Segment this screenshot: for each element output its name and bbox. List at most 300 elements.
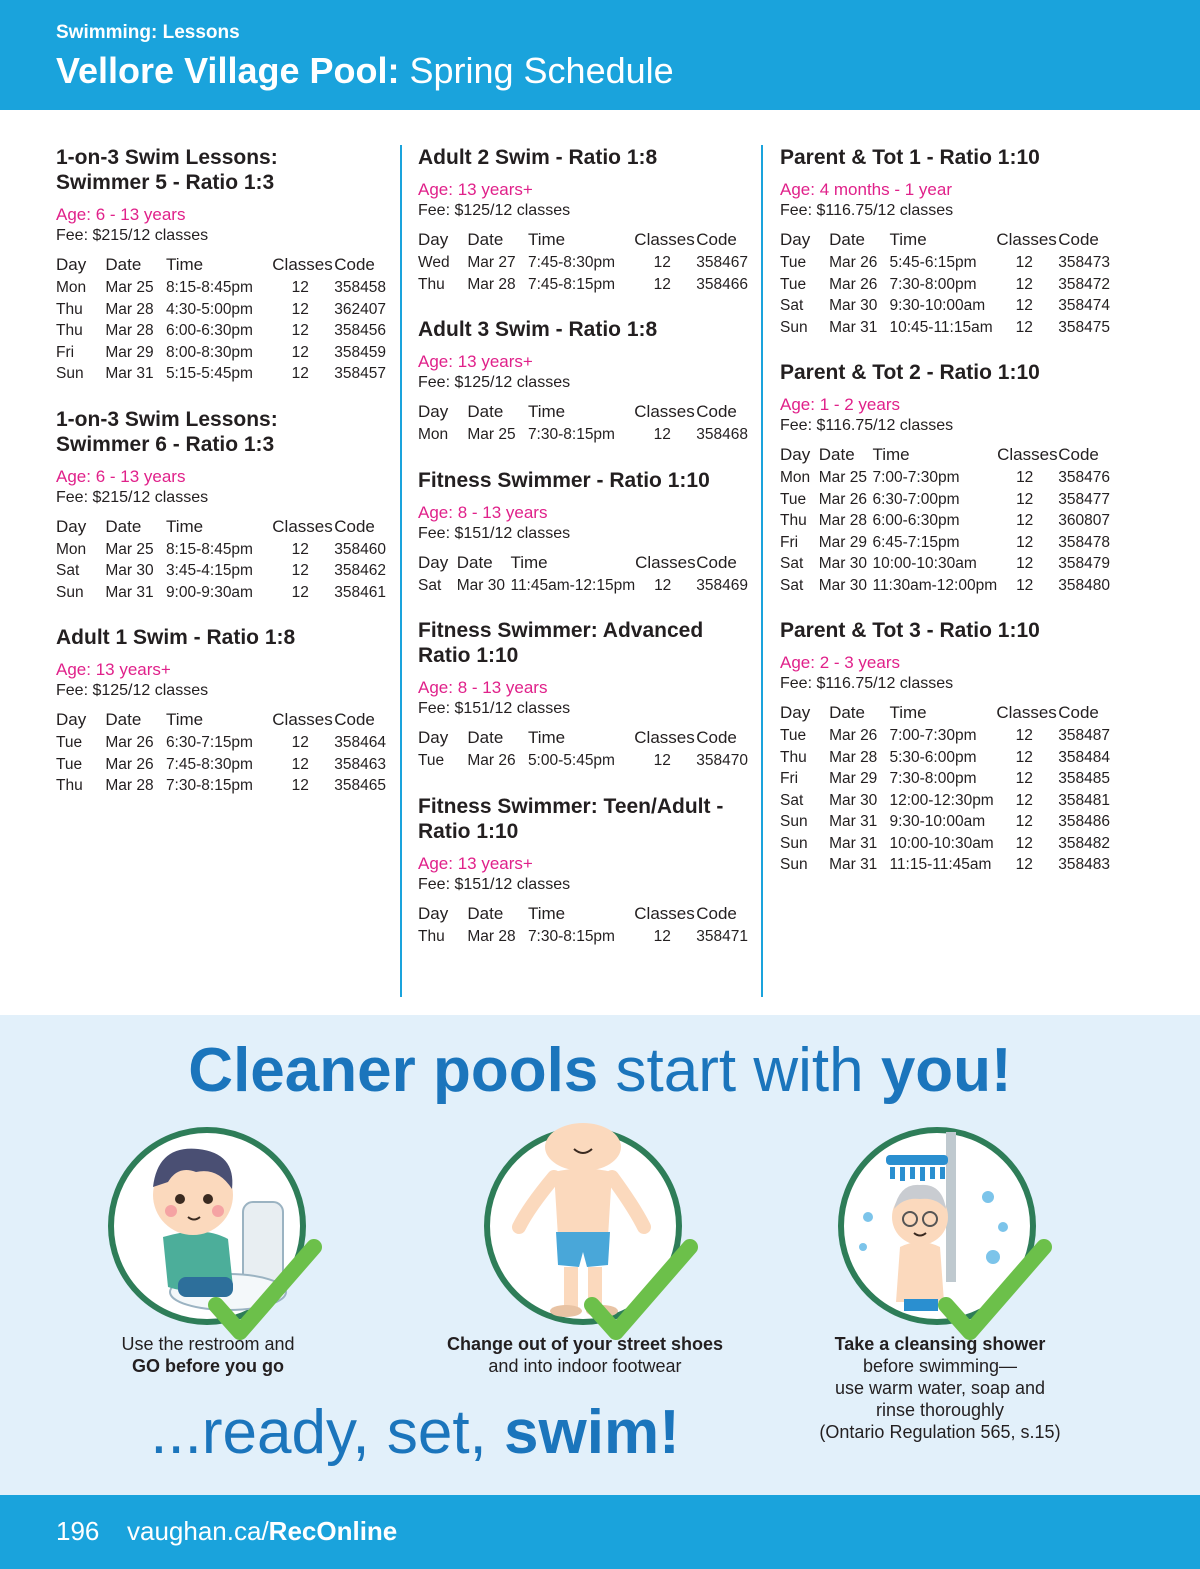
cell-time: 8:15-8:45pm xyxy=(165,540,253,558)
class-listing xyxy=(780,145,1125,338)
cell-classes: 12 xyxy=(1015,748,1033,766)
column-header-classes: Classes xyxy=(272,710,333,729)
column-header-day: Day xyxy=(418,402,449,421)
cell-time: 12:00-12:30pm xyxy=(889,791,994,809)
cell-code: 358469 xyxy=(696,576,748,594)
tagline-pre: ...ready, set, xyxy=(150,1398,487,1467)
tip-restroom-line2: GO before you go xyxy=(131,1356,284,1376)
column-header-code: Code xyxy=(334,516,375,536)
cell-date: Mar 26 xyxy=(829,275,878,293)
cell-day: Sun xyxy=(780,856,808,873)
cell-date: Mar 28 xyxy=(467,927,516,945)
cell-code: 358473 xyxy=(1058,254,1110,271)
cell-time: 11:15-11:45am xyxy=(889,856,992,873)
cell-classes: 12 xyxy=(653,254,671,271)
cell-classes: 12 xyxy=(1015,813,1033,830)
column-header-day: Day xyxy=(780,230,811,249)
column-header-date: Date xyxy=(467,230,504,249)
cell-classes: 12 xyxy=(1015,275,1033,293)
table-header-row xyxy=(56,253,386,277)
promo-headline xyxy=(0,1035,1200,1106)
age-range: Age: 6 - 13 years xyxy=(56,205,186,224)
fee: Fee: $125/12 classes xyxy=(418,202,571,219)
class-title: Adult 3 Swim - Ratio 1:8 xyxy=(418,318,658,341)
cell-date: Mar 28 xyxy=(105,300,154,318)
cell-code: 358480 xyxy=(1058,576,1110,594)
table-row xyxy=(56,277,386,299)
cell-date: Mar 29 xyxy=(829,770,878,787)
class-listing xyxy=(780,360,1125,596)
cell-time: 5:45-6:15pm xyxy=(889,254,977,271)
class-listing xyxy=(56,407,401,604)
cell-date: Mar 30 xyxy=(829,297,878,314)
cell-day: Tue xyxy=(56,755,83,773)
cell-classes: 12 xyxy=(1015,856,1033,873)
cell-code: 358484 xyxy=(1058,748,1110,766)
cell-day: Tue xyxy=(780,490,807,508)
column-header-code: Code xyxy=(696,552,737,572)
cell-date: Mar 30 xyxy=(818,576,867,594)
cell-code: 358457 xyxy=(334,365,386,382)
table-header-row xyxy=(56,515,386,539)
cell-code: 358461 xyxy=(334,583,386,601)
footwear-icon xyxy=(484,1127,684,1327)
cell-time: 7:30-8:15pm xyxy=(165,777,253,794)
cell-time: 11:45am-12:15pm xyxy=(510,576,636,594)
table-row xyxy=(56,775,386,797)
class-listing xyxy=(56,145,401,385)
page-title-rest: Spring Schedule xyxy=(409,50,674,91)
schedule-table xyxy=(780,701,1110,876)
cell-code: 358459 xyxy=(334,343,386,361)
cell-code: 358463 xyxy=(334,755,386,773)
cell-date: Mar 26 xyxy=(105,734,154,751)
schedule-table xyxy=(418,551,748,597)
cell-day: Sat xyxy=(780,297,804,314)
class-title: Fitness Swimmer - Ratio 1:10 xyxy=(418,468,710,492)
fee: Fee: $151/12 classes xyxy=(418,875,571,893)
schedule-table xyxy=(418,726,748,772)
column-header-time: Time xyxy=(527,728,566,747)
cell-day: Fri xyxy=(780,770,799,787)
ready-set-swim-tagline xyxy=(0,1397,830,1468)
cell-date: Mar 29 xyxy=(105,343,154,361)
page-title-bold: Vellore Village Pool: xyxy=(56,50,400,91)
column-header-time: Time xyxy=(872,445,910,464)
column-header-classes: Classes xyxy=(634,230,695,249)
column-header-code: Code xyxy=(1058,230,1099,249)
cell-classes: 12 xyxy=(291,777,309,794)
fee: Fee: $125/12 classes xyxy=(418,374,571,391)
class-listing xyxy=(418,145,763,295)
cell-day: Sun xyxy=(780,834,808,852)
cell-classes: 12 xyxy=(1015,297,1033,314)
cell-code: 362407 xyxy=(334,300,386,318)
cell-time: 7:45-8:15pm xyxy=(527,275,615,293)
cell-classes: 12 xyxy=(1016,490,1034,508)
class-listing xyxy=(418,468,763,597)
column-header-day: Day xyxy=(780,703,811,722)
class-title: 1-on-3 Swim Lessons: Swimmer 6 - Ratio 1:3 xyxy=(56,407,278,456)
table-row xyxy=(56,342,386,364)
cell-classes: 12 xyxy=(653,927,671,945)
column-divider xyxy=(761,145,763,997)
url-bold: RecOnline xyxy=(268,1516,398,1546)
cell-time: 3:45-4:15pm xyxy=(165,562,253,579)
age-range: Age: 8 - 13 years xyxy=(418,502,548,522)
cell-code: 358465 xyxy=(334,777,386,794)
cell-date: Mar 28 xyxy=(818,512,867,529)
promo-headline-bold-1: Cleaner pools xyxy=(188,1036,599,1105)
table-header-row xyxy=(418,902,748,926)
cell-date: Mar 26 xyxy=(829,727,878,744)
column-header-classes: Classes xyxy=(997,445,1058,464)
cell-day: Sun xyxy=(56,583,84,601)
column-header-time: Time xyxy=(165,710,204,729)
table-row xyxy=(780,295,1110,317)
cell-code: 358458 xyxy=(334,279,386,296)
cell-classes: 12 xyxy=(1015,727,1033,744)
cell-classes: 12 xyxy=(291,755,309,773)
cell-time: 7:30-8:15pm xyxy=(527,927,615,945)
column-header-time: Time xyxy=(527,903,566,923)
class-title: Fitness Swimmer: Advanced Ratio 1:10 xyxy=(418,619,704,667)
cell-day: Sun xyxy=(780,318,808,336)
cell-classes: 12 xyxy=(653,426,671,443)
class-listing xyxy=(418,618,763,772)
cell-classes: 12 xyxy=(1015,791,1033,809)
age-range: Age: 13 years+ xyxy=(418,352,533,371)
column-header-code: Code xyxy=(334,255,375,274)
column-header-classes: Classes xyxy=(634,903,695,923)
cell-date: Mar 25 xyxy=(105,540,154,558)
age-range: Age: 4 months - 1 year xyxy=(780,180,952,199)
cell-day: Thu xyxy=(780,512,807,529)
schedule-table xyxy=(418,400,748,446)
column-header-day: Day xyxy=(418,728,449,747)
table-row xyxy=(780,274,1110,296)
cell-time: 9:00-9:30am xyxy=(165,583,253,601)
cell-day: Sat xyxy=(56,562,80,579)
cell-time: 5:30-6:00pm xyxy=(889,748,977,766)
cell-classes: 12 xyxy=(1016,512,1034,529)
column-header-code: Code xyxy=(334,710,375,729)
column-header-date: Date xyxy=(105,710,142,729)
cell-day: Tue xyxy=(418,752,445,769)
cell-date: Mar 31 xyxy=(105,583,154,601)
age-range: Age: 13 years+ xyxy=(56,660,171,679)
column-header-date: Date xyxy=(456,552,493,572)
cell-classes: 12 xyxy=(1015,770,1033,787)
tip-restroom-caption xyxy=(18,1333,398,1377)
schedule-column-1 xyxy=(56,145,401,819)
tip-shower-line5: (Ontario Regulation 565, s.15) xyxy=(819,1422,1061,1442)
cell-date: Mar 30 xyxy=(829,791,878,809)
cell-code: 358464 xyxy=(334,734,386,751)
cell-time: 6:30-7:00pm xyxy=(872,490,960,508)
table-row xyxy=(56,754,386,776)
table-row xyxy=(418,926,748,948)
table-row xyxy=(780,317,1110,339)
promo-headline-mid: start with xyxy=(615,1036,864,1105)
class-title: Fitness Swimmer: Teen/Adult - Ratio 1:10 xyxy=(418,794,724,843)
column-header-day: Day xyxy=(418,552,449,572)
cell-classes: 12 xyxy=(1015,254,1033,271)
table-row xyxy=(780,811,1110,833)
age-range: Age: 1 - 2 years xyxy=(780,395,901,414)
promo-headline-bold-2: you! xyxy=(880,1036,1012,1105)
cell-time: 5:15-5:45pm xyxy=(165,365,253,382)
table-row xyxy=(56,582,386,604)
age-range: Age: 13 years+ xyxy=(418,180,533,199)
schedule-table xyxy=(780,228,1110,338)
table-header-row xyxy=(780,443,1110,467)
cell-day: Thu xyxy=(56,322,83,339)
cell-time: 9:30-10:00am xyxy=(889,813,986,830)
table-header-row xyxy=(418,551,748,575)
cell-day: Sun xyxy=(780,813,808,830)
tagline-bold: swim! xyxy=(504,1398,680,1467)
cell-classes: 12 xyxy=(291,300,309,318)
tip-footwear-line1: Change out of your street shoes xyxy=(446,1334,724,1354)
column-header-code: Code xyxy=(696,728,737,747)
cell-day: Mon xyxy=(56,279,87,296)
cell-code: 358481 xyxy=(1058,791,1110,809)
table-row xyxy=(780,768,1110,790)
table-header-row xyxy=(780,228,1110,252)
cell-date: Mar 26 xyxy=(105,755,154,773)
fee: Fee: $215/12 classes xyxy=(56,227,209,244)
schedule-column-3 xyxy=(780,145,1125,898)
cell-time: 7:00-7:30pm xyxy=(872,469,960,486)
cell-code: 358462 xyxy=(334,562,386,579)
table-row xyxy=(780,532,1110,554)
class-title: Adult 2 Swim - Ratio 1:8 xyxy=(418,146,658,169)
cell-date: Mar 28 xyxy=(829,748,878,766)
table-header-row xyxy=(418,400,748,424)
cell-code: 358483 xyxy=(1058,856,1110,873)
cell-classes: 12 xyxy=(291,583,309,601)
cell-classes: 12 xyxy=(653,275,671,293)
cell-time: 8:15-8:45pm xyxy=(165,279,253,296)
rec-online-link[interactable] xyxy=(127,1516,397,1547)
schedule-table xyxy=(780,443,1110,596)
cell-classes: 12 xyxy=(1015,834,1033,852)
tip-shower-line4: rinse thoroughly xyxy=(875,1400,1005,1420)
column-header-classes: Classes xyxy=(272,255,333,274)
column-header-code: Code xyxy=(696,230,737,249)
page-footer xyxy=(0,1495,1200,1569)
table-row xyxy=(780,747,1110,769)
class-listing xyxy=(780,618,1125,876)
cell-day: Mon xyxy=(780,469,811,486)
table-row xyxy=(56,363,386,385)
schedule-column-2 xyxy=(418,145,763,969)
cell-code: 358474 xyxy=(1058,297,1110,314)
cell-classes: 12 xyxy=(1016,533,1034,551)
restroom-icon xyxy=(108,1127,308,1327)
cell-date: Mar 26 xyxy=(818,490,867,508)
cell-code: 358475 xyxy=(1058,318,1110,336)
table-row xyxy=(56,732,386,754)
table-row xyxy=(418,252,748,274)
cell-code: 358472 xyxy=(1058,275,1110,293)
table-row xyxy=(780,553,1110,575)
column-header-classes: Classes xyxy=(635,552,696,572)
page-title xyxy=(56,50,674,92)
cell-time: 7:30-8:00pm xyxy=(889,275,977,293)
cell-time: 10:45-11:15am xyxy=(889,318,993,336)
fee: Fee: $125/12 classes xyxy=(56,682,209,699)
cell-day: Tue xyxy=(780,727,807,744)
cell-time: 9:30-10:00am xyxy=(889,297,986,314)
class-title: Parent & Tot 2 - Ratio 1:10 xyxy=(780,361,1040,384)
cell-time: 7:45-8:30pm xyxy=(165,755,253,773)
cell-code: 358460 xyxy=(334,540,386,558)
shower-icon xyxy=(838,1127,1038,1327)
column-header-day: Day xyxy=(780,445,811,464)
column-header-date: Date xyxy=(829,230,866,249)
cell-code: 358485 xyxy=(1058,770,1110,787)
table-row xyxy=(780,790,1110,812)
column-header-classes: Classes xyxy=(996,703,1057,722)
cell-code: 358471 xyxy=(696,927,748,945)
cell-classes: 12 xyxy=(291,734,309,751)
schedule-table xyxy=(418,228,748,295)
cell-day: Thu xyxy=(56,300,83,318)
table-row xyxy=(780,725,1110,747)
schedule-table xyxy=(56,253,386,385)
cell-day: Fri xyxy=(780,533,799,551)
clean-pools-promo xyxy=(0,1015,1200,1495)
cell-date: Mar 31 xyxy=(105,365,154,382)
column-header-time: Time xyxy=(510,552,548,572)
cell-code: 358470 xyxy=(696,752,748,769)
cell-classes: 12 xyxy=(1015,318,1033,336)
schedule-table xyxy=(56,515,386,604)
cell-day: Sun xyxy=(56,365,84,382)
cell-day: Wed xyxy=(418,254,450,271)
cell-time: 4:30-5:00pm xyxy=(165,300,253,318)
cell-classes: 12 xyxy=(291,540,309,558)
table-header-row xyxy=(56,708,386,732)
column-header-time: Time xyxy=(527,402,566,421)
column-divider xyxy=(400,145,402,997)
cell-date: Mar 30 xyxy=(105,562,154,579)
class-listing xyxy=(418,794,763,948)
column-header-date: Date xyxy=(467,728,504,747)
table-row xyxy=(780,854,1110,876)
fee: Fee: $116.75/12 classes xyxy=(780,417,954,434)
column-header-date: Date xyxy=(467,402,504,421)
column-header-code: Code xyxy=(1058,703,1099,722)
cell-day: Mon xyxy=(56,540,87,558)
fee: Fee: $151/12 classes xyxy=(418,700,571,717)
cell-time: 6:00-6:30pm xyxy=(872,512,960,529)
cell-classes: 12 xyxy=(1016,576,1034,594)
cell-time: 7:45-8:30pm xyxy=(527,254,615,271)
column-header-day: Day xyxy=(418,903,449,923)
table-row xyxy=(56,299,386,321)
section-kicker: Swimming: Lessons xyxy=(56,22,240,43)
class-title: 1-on-3 Swim Lessons: Swimmer 5 - Ratio 1:3 xyxy=(56,146,278,194)
cell-time: 8:00-8:30pm xyxy=(165,343,253,361)
fee: Fee: $151/12 classes xyxy=(418,524,571,542)
column-header-date: Date xyxy=(818,445,855,464)
age-range: Age: 2 - 3 years xyxy=(780,653,901,672)
table-header-row xyxy=(418,228,748,252)
cell-time: 5:00-5:45pm xyxy=(527,752,615,769)
table-row xyxy=(780,252,1110,274)
cell-day: Thu xyxy=(418,927,445,945)
table-row xyxy=(780,489,1110,511)
column-header-classes: Classes xyxy=(272,516,333,536)
column-header-time: Time xyxy=(889,703,927,722)
column-header-code: Code xyxy=(696,903,737,923)
column-header-date: Date xyxy=(829,703,865,722)
table-row xyxy=(56,539,386,561)
fee: Fee: $215/12 classes xyxy=(56,488,209,506)
tip-footwear-caption xyxy=(395,1333,775,1377)
class-title: Parent & Tot 1 - Ratio 1:10 xyxy=(780,146,1040,169)
cell-time: 7:30-8:15pm xyxy=(527,426,615,443)
cell-day: Sat xyxy=(780,791,804,809)
column-header-date: Date xyxy=(105,516,142,536)
cell-time: 6:30-7:15pm xyxy=(165,734,253,751)
tip-shower-line1: Take a cleansing shower xyxy=(834,1334,1046,1354)
cell-code: 358476 xyxy=(1058,469,1110,486)
cell-classes: 12 xyxy=(291,562,309,579)
cell-day: Sat xyxy=(780,576,804,594)
fee: Fee: $116.75/12 classes xyxy=(780,675,954,692)
cell-code: 358468 xyxy=(696,426,748,443)
column-header-code: Code xyxy=(696,402,737,421)
cell-classes: 12 xyxy=(291,322,309,339)
table-row xyxy=(780,467,1110,489)
cell-date: Mar 31 xyxy=(829,813,878,830)
column-header-classes: Classes xyxy=(996,230,1057,249)
cell-date: Mar 31 xyxy=(829,318,878,336)
schedule-table xyxy=(56,708,386,797)
cell-time: 11:30am-12:00pm xyxy=(872,576,998,594)
cell-date: Mar 25 xyxy=(467,426,516,443)
class-title: Parent & Tot 3 - Ratio 1:10 xyxy=(780,619,1040,642)
cell-time: 7:00-7:30pm xyxy=(889,727,977,744)
cell-day: Mon xyxy=(418,426,449,443)
cell-day: Tue xyxy=(780,275,807,293)
table-header-row xyxy=(418,726,748,750)
cell-classes: 12 xyxy=(1016,555,1034,572)
cell-date: Mar 31 xyxy=(829,856,878,873)
column-header-time: Time xyxy=(527,230,566,249)
cell-time: 10:00-10:30am xyxy=(889,834,994,852)
cell-date: Mar 26 xyxy=(829,254,878,271)
cell-date: Mar 29 xyxy=(818,533,867,551)
cell-classes: 12 xyxy=(653,752,671,769)
table-row xyxy=(418,750,748,772)
url-pre: vaughan.ca/ xyxy=(127,1516,269,1546)
class-listing xyxy=(56,625,401,797)
table-row xyxy=(418,575,748,597)
cell-day: Tue xyxy=(780,254,807,271)
page-header xyxy=(0,0,1200,110)
cell-date: Mar 28 xyxy=(467,275,516,293)
cell-time: 6:00-6:30pm xyxy=(165,322,253,339)
cell-day: Thu xyxy=(780,748,807,766)
cell-code: 358456 xyxy=(334,322,386,339)
cell-classes: 12 xyxy=(1016,469,1034,486)
cell-date: Mar 28 xyxy=(105,777,154,794)
